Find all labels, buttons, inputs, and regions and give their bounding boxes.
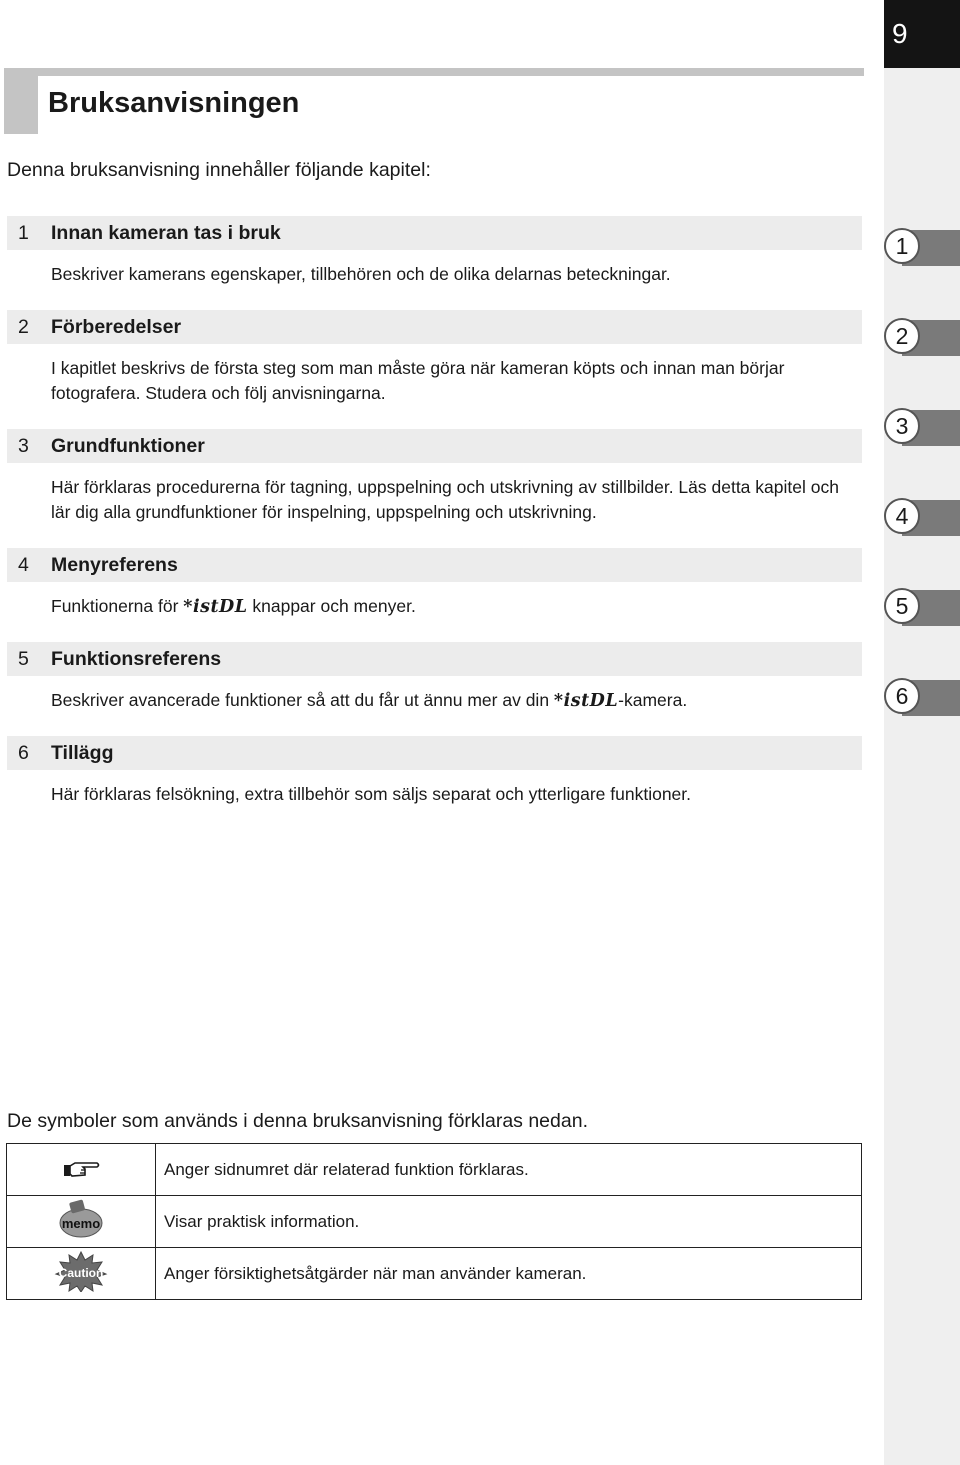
chapter-title: Menyreferens: [51, 554, 178, 576]
tab-number: 1: [884, 228, 920, 264]
side-tab-chapter-4[interactable]: [884, 500, 960, 536]
description-text: knappar och menyer.: [247, 596, 416, 616]
chapter-number: 5: [18, 648, 29, 670]
chapter-number: 6: [18, 742, 29, 764]
side-tab-chapter-5[interactable]: [884, 590, 960, 626]
symbol-description: Anger sidnumret där relaterad funktion förklaras.: [156, 1144, 862, 1196]
side-tab-chapter-2[interactable]: [884, 320, 960, 356]
header-rule: [38, 68, 864, 76]
pointing-hand-icon: [61, 1155, 101, 1179]
symbol-icon-cell: [7, 1196, 156, 1248]
chapter-number: 3: [18, 435, 29, 457]
tab-number: 5: [884, 588, 920, 624]
tab-number: 6: [884, 678, 920, 714]
symbols-table: [6, 1143, 862, 1300]
side-tab-chapter-6[interactable]: [884, 680, 960, 716]
tab-number: 4: [884, 498, 920, 534]
chapter-5-description: [51, 688, 863, 714]
chapter-title: Innan kameran tas i bruk: [51, 222, 281, 244]
description-text: Funktionerna för: [51, 596, 184, 616]
tab-number: 2: [884, 318, 920, 354]
side-strip: [884, 0, 960, 1465]
tab-number: 3: [884, 408, 920, 444]
product-logo: *istDL: [553, 691, 619, 711]
intro-text: Denna bruksanvisning innehåller följande kapitel:: [7, 159, 431, 181]
description-text: -kamera.: [618, 690, 688, 710]
title-marker: [4, 68, 38, 134]
chapter-6-description: Här förklaras felsökning, extra tillbehör som säljs separat och ytterligare funktioner.: [51, 784, 692, 804]
chapter-title: Grundfunktioner: [51, 435, 205, 457]
chapter-title: Funktionsreferens: [51, 648, 222, 670]
symbol-row: [7, 1144, 862, 1196]
symbol-icon-cell: [7, 1144, 156, 1196]
symbols-intro: De symboler som används i denna bruksanvisning förklaras nedan.: [7, 1110, 588, 1132]
chapter-title: Tillägg: [51, 742, 114, 764]
side-tab-chapter-3[interactable]: [884, 410, 960, 446]
symbol-row: [7, 1196, 862, 1248]
chapter-2-heading: [7, 310, 862, 344]
svg-text:Caution: Caution: [58, 1266, 104, 1280]
caution-icon: [54, 1250, 108, 1292]
page-number: 9: [884, 0, 960, 68]
chapter-title: Förberedelser: [51, 316, 182, 338]
chapter-3-heading: [7, 429, 862, 463]
chapter-number: 2: [18, 316, 29, 338]
chapter-number: 1: [18, 222, 29, 244]
page-title: Bruksanvisningen: [48, 87, 300, 119]
symbol-row: [7, 1248, 862, 1300]
chapter-2-description: I kapitlet beskrivs de första steg som man måste göra när kameran köpts och innan man börjar fotografera. Studera och följ anvisningarna.: [51, 358, 785, 403]
symbol-icon-cell: [7, 1248, 156, 1300]
chapter-number: 4: [18, 554, 29, 576]
chapter-6-heading: [7, 736, 862, 770]
chapter-1-heading: [7, 216, 862, 250]
chapter-3-description: Här förklaras procedurerna för tagning, uppspelning och utskrivning av stillbilder. Läs detta kapitel och lär dig alla grundfunktioner för inspelning, uppspelning och utskrivning.: [51, 477, 839, 522]
svg-text:memo: memo: [61, 1216, 101, 1231]
memo-icon: [56, 1198, 106, 1240]
chapter-1-description: Beskriver kamerans egenskaper, tillbehören och de olika delarnas beteckningar.: [51, 264, 671, 284]
description-text: Beskriver avancerade funktioner så att du får ut ännu mer av din: [51, 690, 554, 710]
chapter-5-heading: [7, 642, 862, 676]
side-tab-chapter-1[interactable]: [884, 230, 960, 266]
chapter-4-description: [51, 594, 863, 620]
symbol-description: Visar praktisk information.: [156, 1196, 862, 1248]
chapter-4-heading: [7, 548, 862, 582]
symbol-description: Anger försiktighetsåtgärder när man använder kameran.: [156, 1248, 862, 1300]
product-logo: *istDL: [183, 597, 248, 617]
